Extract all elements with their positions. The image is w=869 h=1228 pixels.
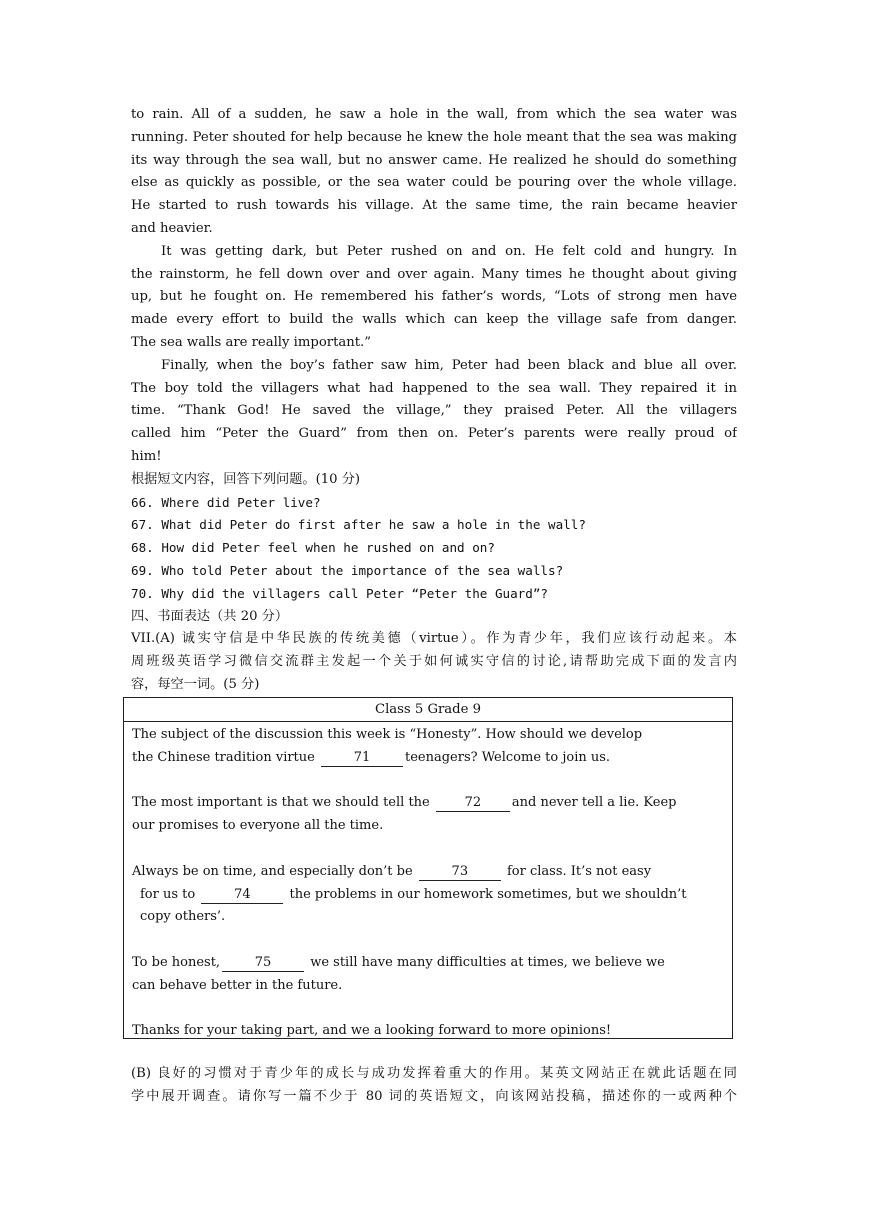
passage-line: running. Peter shouted for help because he knew the hole meant that the sea was making: [131, 129, 737, 145]
exam-page: [131, 104, 737, 697]
box-body: [124, 722, 732, 1043]
box-text: the Chinese tradition virtue: [132, 749, 315, 765]
passage-line: The sea walls are really important.”: [131, 334, 371, 350]
box-line: [132, 884, 732, 907]
box-line: [132, 792, 732, 815]
box-text: Always be on time, and especially don’t be: [132, 863, 413, 879]
discussion-box: [123, 697, 733, 1039]
box-line: our promises to everyone all the time.: [132, 818, 384, 834]
box-text: the problems in our homework sometimes, but we shouldn’t: [289, 886, 687, 902]
passage-line: The boy told the villagers what had happened to the sea wall. They repaired it in: [131, 380, 737, 396]
passage-line: the rainstorm, he fell down over and over again. Many times he thought about giving: [131, 266, 737, 282]
blank-72[interactable]: 72: [436, 795, 510, 812]
box-line: [132, 747, 732, 770]
blank-71[interactable]: 71: [321, 750, 403, 767]
box-line: Thanks for your taking part, and we a looking forward to more opinions!: [132, 1023, 612, 1039]
box-line: [132, 861, 732, 884]
questions-section: [131, 469, 737, 606]
question-item: 67. What did Peter do first after he saw a hole in the wall?: [131, 517, 586, 533]
box-text: The most important is that we should tell the: [132, 795, 430, 811]
question-item: 70. Why did the villagers call Peter “Peter the Guard”?: [131, 585, 549, 601]
passage-line: else as quickly as possible, or the sea water could be pouring over the whole village.: [131, 175, 737, 191]
part-a-instruction: 容，每空一词。(5 分): [131, 676, 260, 692]
passage-line: and heavier.: [131, 220, 213, 236]
passage-line: Finally, when the boy’s father saw him, Peter had been black and blue all over.: [161, 357, 737, 373]
section-heading: 四、书面表达（共 20 分）: [131, 608, 289, 624]
passage-line: him!: [131, 448, 162, 464]
box-text: for class. It’s not easy: [506, 863, 652, 879]
blank-73[interactable]: 73: [419, 864, 501, 881]
box-text: To be honest,: [132, 954, 221, 970]
question-item: 68. How did Peter feel when he rushed on and on?: [131, 540, 495, 556]
box-line: [132, 952, 732, 975]
part-a-instruction: VII.(A) 诚实守信是中华民族的传统美德（virtue）。作为青少年，我们应该行动起来。本: [131, 631, 737, 647]
blank-74[interactable]: 74: [201, 887, 283, 904]
box-title: Class 5 Grade 9: [124, 698, 732, 722]
box-text: teenagers? Welcome to join us.: [405, 749, 611, 765]
box-line: The subject of the discussion this week is “Honesty”. How should we develop: [132, 727, 643, 742]
box-text: and never tell a lie. Keep: [511, 795, 677, 811]
box-text: for us to: [140, 886, 196, 902]
passage-line: its way through the sea wall, but no answer came. He realized he should do something: [131, 152, 737, 168]
passage-line: time. “Thank God! He saved the village,” they praised Peter. All the villagers: [131, 403, 737, 419]
reading-passage: [131, 104, 737, 469]
passage-line: made every effort to build the walls which can keep the village safe from danger.: [131, 312, 737, 328]
passage-line: He started to rush towards his village. At the same time, the rain became heavier: [131, 198, 737, 214]
question-item: 69. Who told Peter about the importance of the sea walls?: [131, 562, 564, 578]
questions-instruction: 根据短文内容，回答下列问题。(10 分): [131, 471, 361, 487]
part-b-instruction: (B) 良好的习惯对于青少年的成长与成功发挥着重大的作用。某英文网站正在就此话题在同: [131, 1066, 737, 1081]
passage-line: up, but he fought on. He remembered his father’s words, “Lots of strong men have: [131, 289, 737, 305]
part-b-section: [131, 1063, 737, 1109]
part-a-instruction: 周班级英语学习微信交流群主发起一个关于如何诚实守信的讨论,请帮助完成下面的发言内: [131, 654, 737, 670]
question-item: 66. Where did Peter live?: [131, 494, 321, 510]
box-line: can behave better in the future.: [132, 977, 343, 993]
passage-line: called him “Peter the Guard” from then on. Peter’s parents were really proud of: [131, 426, 737, 442]
box-line: copy others’.: [140, 909, 226, 925]
part-b-instruction: 学中展开调查。请你写一篇不少于 80 词的英语短文，向该网站投稿，描述你的一或两种个: [131, 1088, 737, 1104]
blank-75[interactable]: 75: [222, 955, 304, 972]
writing-section: [131, 606, 737, 697]
box-text: we still have many difficulties at times, we believe we: [310, 954, 665, 970]
passage-line: It was getting dark, but Peter rushed on and on. He felt cold and hungry. In: [161, 243, 737, 259]
passage-line: to rain. All of a sudden, he saw a hole in the wall, from which the sea water was: [131, 107, 737, 122]
